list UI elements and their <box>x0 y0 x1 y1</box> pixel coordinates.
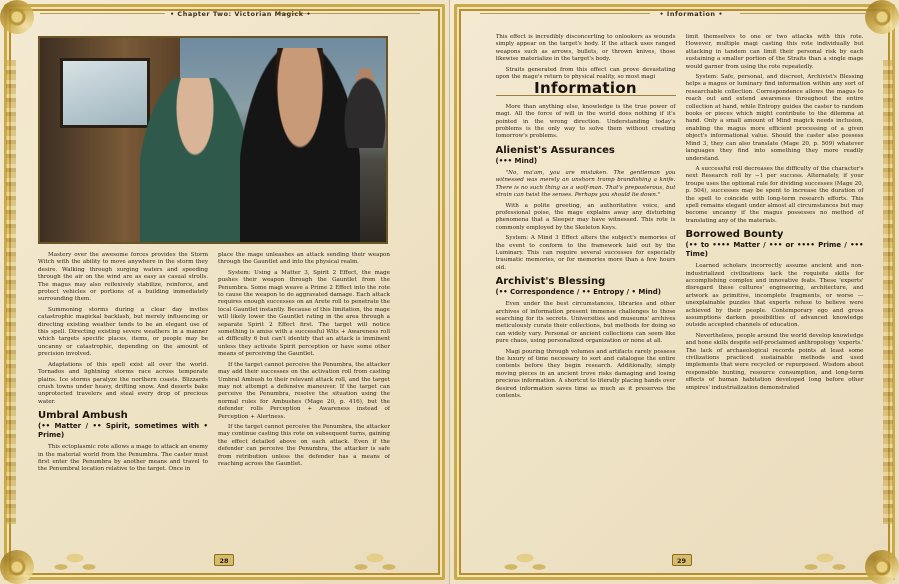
header-rule <box>480 13 650 14</box>
paragraph: With a polite greeting, an authoritative voice, and professional poise, the mage explains away any disturbing phenomena that a Sleeper may have witnessed. This rote is commonly employed by the Skeleton Keys. <box>495 202 676 231</box>
section-subtitle: (•• Matter / •• Spirit, sometimes with • Prime) <box>38 422 208 440</box>
section-title: Umbral Ambush <box>38 410 128 422</box>
corner-ornament <box>865 550 899 584</box>
page-number: 28 <box>214 554 234 566</box>
corner-ornament <box>0 550 34 584</box>
right-column-1 <box>496 34 676 544</box>
train-window <box>60 58 150 128</box>
background-figure <box>340 68 388 148</box>
paragraph: If the target cannot perceive the Penumbra, the attacker may add their successes on the activation roll from casting Umbral Ambush to their relevant attack roll, and the target may not attempt a defensive maneuver. If the target can perceive the Penumbra, resolve the situation using the normal rules for Ambushes (Mage 20, p. 416), but the defender rolls Perception + Awareness instead of Perception + Alertness. <box>218 361 390 420</box>
paragraph: place the mage unleashes an attack sending their weapon through the Gauntlet and into the physical realm. <box>218 252 390 266</box>
paragraph: System: A Mind 3 Effect alters the subject's memories of the event to conform to the framework laid out by the Luminary. This can require several successes for especially traumatic memories, or for memories more than a few hours old. <box>495 235 676 271</box>
quote <box>496 170 676 200</box>
paragraph: Magi pouring through volumes and artifacts rarely possess the luxury of time necessary to sort and catalogue the entire contents before they begin research. Additionally, simply moving pieces in an ancient trove risks damaging and losing precious information. A shortcut to literally placing hands over desired information saves time as much as it preserves the contents. <box>495 348 676 400</box>
paragraph: System: Safe, personal, and discreet, Archivist's Blessing helps a magus or luminary find information within any sort of researchable collection. Correspondence allows the magus to reach out and extend awareness throughout the entire collection at hand, while Entropy guides the caster to random books or pieces which might contribute to the dilemma at hand. Only a small amount of Mind magick needs inclusion, enabling the magus more efficient processing of a given object's informational value. Should the caster also possess Mind 3, they can also translate (Mage 20, p. 509) whatever languages they find into something they more readily understand. <box>685 74 864 162</box>
right-page <box>450 0 899 584</box>
paragraph: Straits generated from this effect can prove devastating upon the mage's return to physical reality, so most magi <box>495 66 676 81</box>
left-column-2 <box>218 252 390 544</box>
quote-text: "No, ma'am, you are mistaken. The gentleman you witnessed was merely an unshorn tramp brandishing a knife. There is no such thing as a wolf-man. That's preposterous, but strain can twist the senses. Perhaps you should lie down." <box>495 169 676 199</box>
floral-ornament <box>40 546 110 576</box>
running-header: • Chapter Two: Victorian Magick • <box>170 10 311 18</box>
paragraph: Learned scholars incorrectly assume ancient and non-industrialized civilizations lack the requisite skills for accomplishing complex and innovative feats. These 'experts' disregard these cultures' engineering, architecture, and artwork as primitive, incomplete fragments, or worse — unexplainable puzzles that experts refuse to believe were achieved by their people. Contemporary ego and gross assumptions darken possibilities of advanced knowledge outside accepted channels of education. <box>685 263 864 329</box>
floral-ornament <box>490 546 560 576</box>
side-ornament <box>6 60 16 524</box>
page-number: 29 <box>672 554 692 566</box>
paragraph: Summoning storms during a clear day invites catastrophic magickal backlash, but merely influencing or directing existing weather tends to be an elegant use of this spell. Directing existing severe weathers in a manner which targets specific places, items, or people may be uncanny or catastrophic, depending on the amount of precision involved. <box>38 306 208 358</box>
side-ornament <box>883 60 893 524</box>
corner-ornament <box>865 0 899 34</box>
paragraph: More than anything else, knowledge is the true power of magi. All the force of will in the world does nothing if it's pointed in the wrong direction. Understanding today's problems is the only way to solve them without creating tomorrow's problems. <box>495 103 676 140</box>
paragraph: If the target cannot perceive the Penumbra, the attacker may continue casting this rote on subsequent turns, gaining the effect detailed above on each attack. Even if the defender can perceive the Penumbra, the attacker is safe from retribution unless the defender has a means of reaching across the Gauntlet. <box>218 423 390 467</box>
bald-man-figure <box>140 78 250 244</box>
floral-ornament <box>340 546 410 576</box>
corner-ornament <box>0 0 34 34</box>
paragraph: Adaptations of this spell exist all over the world. Tornados and lightning storms race across temperate plains. Ice storms paralyze the northern coasts. Blizzards crush towns under heavy, drifting snow. And deserts bake unprotected travelers and steal every drop of precious water. <box>38 361 208 405</box>
section-subtitle: (••• Mind) <box>495 156 538 165</box>
left-column-1 <box>38 252 208 544</box>
right-column-2 <box>686 34 864 544</box>
paragraph: Even under the best circumstances, libraries and other archives of information present immense challenges to those searching for its secrets. Universities and museums' archives meticulously curate their collections, but methods for doing so can widely vary. Personal or ancient collections can seem like pure chaos, using personalized organization or none at all. <box>495 301 676 345</box>
paragraph: System: Using a Matter 3, Spirit 2 Effect, the mage pushes their weapon through the Gauntlet from the Penumbra. Some magi weave a Prime 2 Effect into the rote to cause the weapon to do aggravated damage. Each attack requires enough successes on an Arete roll to penetrate the local Gauntlet instantly. Because of this limitation, the mage will likely lower the Gauntlet rating in the area through a separate Spirit 2 Effect first. The target will notice something is amiss with a successful Wits + Awareness roll at difficulty 6 but can't identify that an attack is imminent unless they activate Spirit perception or have some other means of perceiving the Gauntlet. <box>218 269 390 358</box>
section-title: Borrowed Bounty <box>685 229 784 241</box>
paragraph: Nevertheless, people around the world develop knowledge and hone skills despite self-proclaimed anthropology 'experts.' The lack of archaeological records points at least some civilizations practiced sustainable methods and used implements that were recycled or repurposed. Wisdom about responsible hunting, resource consumption, and long-term effects of human habitation developed long before other empires' industrialization demonstrated <box>685 332 864 391</box>
paragraph: This effect is incredibly disconcerting to onlookers as wounds simply appear on the target's body. If the attack uses ranged weapons such as arrows, bullets, or thrown knives, those likewise materialize in the target's body. <box>495 34 676 63</box>
paragraph: A successful roll decreases the difficulty of the character's next Research roll by −1 per success. Alternately, if your troupe uses the optional rule for dividing successes (Mage 20, p. 504), successes may be spent to increase the duration of the spell to coincide with long-term research efforts. This spell remains elegant under almost all circumstances but may become uncanny if the magus possesses no method of translating any of the materials. <box>685 165 864 224</box>
paragraph: This ectoplasmic rote allows a mage to attack an enemy in the material world from the Penumbra. The caster must first enter the Penumbra by another means and travel to the Penumbral location relative to the target. Once in <box>38 444 208 473</box>
header-rule <box>40 13 165 14</box>
paragraph: Mastery over the awesome forces provides the Storm Witch with the ability to move anywhere in the storm they desire. Walking through surging waters and speeding through the air on the wind are as easy as casual strolls. The magus may also reflexively stabilize, reinforce, and protect vehicles or portions of a building immediately surrounding them. <box>38 252 208 303</box>
section-heading: Information <box>496 85 676 95</box>
running-header: • Information • <box>659 10 723 18</box>
paragraph: limit themselves to one or two attacks with this rote. However, multiple magi casting this rote individually but attacking in tandem can limit their personal risk by each sustaining a smaller portion of the Straits than a single mage would garner from using the rote repeatedly. <box>685 34 864 70</box>
section-subtitle: (•• Correspondence / •• Entropy / • Mind) <box>495 288 661 297</box>
header-rule <box>740 13 865 14</box>
section-title: Archivist's Blessing <box>495 276 606 288</box>
section-title: Alienist's Assurances <box>495 144 615 156</box>
floral-ornament <box>790 546 860 576</box>
section-subtitle: (•• to •••• Matter / ••• or •••• Prime / ••• Time) <box>685 241 864 259</box>
illustration <box>38 36 388 244</box>
